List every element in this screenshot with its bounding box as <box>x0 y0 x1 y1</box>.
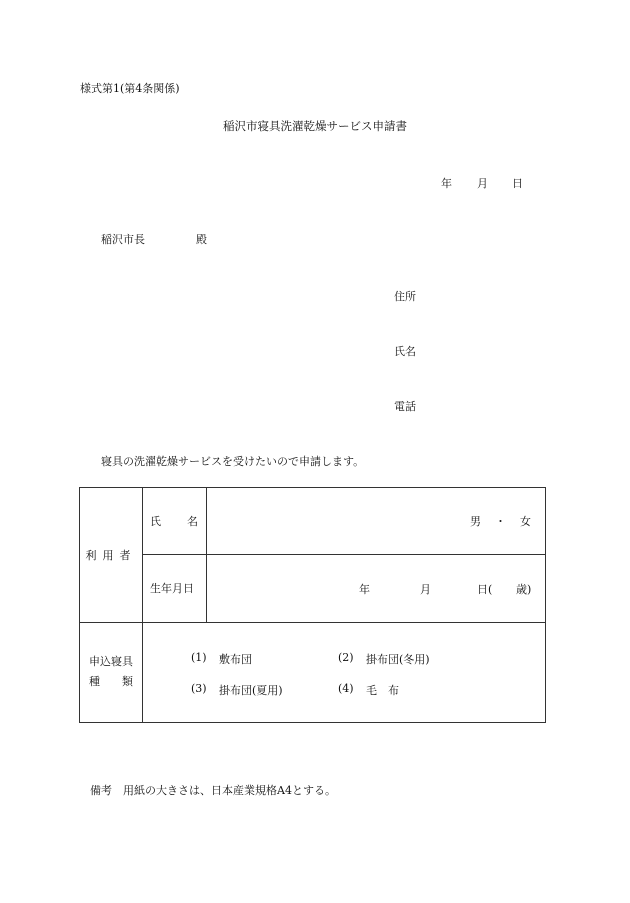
birthdate-field[interactable] <box>207 555 546 622</box>
user-name-field[interactable] <box>207 488 546 555</box>
birth-age-close-label: 歳) <box>516 583 532 597</box>
sex-male[interactable]: 男 <box>470 515 481 529</box>
addressee-honorific: 殿 <box>196 233 207 246</box>
option-3-label[interactable]: 掛布団(夏用) <box>219 683 283 697</box>
option-2-label[interactable]: 掛布団(冬用) <box>366 652 430 666</box>
option-4-label[interactable]: 毛 布 <box>366 683 399 697</box>
name-label-char1: 氏 <box>150 515 161 529</box>
birth-day-age-label: 日( <box>477 583 493 597</box>
option-2-number: (2) <box>338 650 354 664</box>
form-number: 様式第1(第4条関係) <box>80 82 180 95</box>
name-label-cell <box>143 488 207 555</box>
bedding-type-label-line1: 申込寝具 <box>89 655 133 669</box>
birth-label: 生年月日 <box>143 555 207 622</box>
bedding-type-label-line2: 種 類 <box>89 675 133 689</box>
sex-separator: ・ <box>495 515 506 529</box>
date-year-label: 年 <box>441 177 452 190</box>
option-4-number: (4) <box>338 681 354 695</box>
option-1-label[interactable]: 敷布団 <box>219 652 252 666</box>
application-table <box>79 487 546 723</box>
option-3-number: (3) <box>191 681 207 695</box>
birth-month-label: 月 <box>420 583 431 597</box>
request-statement: 寝具の洗濯乾燥サービスを受けたいので申請します。 <box>101 455 365 468</box>
name-label-char2: 名 <box>187 515 198 529</box>
birth-year-label: 年 <box>359 583 370 597</box>
addressee-name: 稲沢市長 <box>101 233 145 246</box>
date-month-label: 月 <box>477 177 488 190</box>
applicant-phone-label: 電話 <box>394 400 416 413</box>
bedding-options-cell <box>143 622 546 722</box>
applicant-address-label: 住所 <box>394 290 416 303</box>
page-title: 稲沢市寝具洗濯乾燥サービス申請書 <box>223 119 407 133</box>
sex-female[interactable]: 女 <box>520 515 531 529</box>
applicant-name-label: 氏名 <box>394 345 416 358</box>
option-1-number: (1) <box>191 650 207 664</box>
footnote: 備考 用紙の大きさは、日本産業規格A4とする。 <box>90 784 336 797</box>
bedding-type-label <box>80 622 143 722</box>
user-label: 利用者 <box>80 488 143 623</box>
date-day-label: 日 <box>512 177 523 190</box>
